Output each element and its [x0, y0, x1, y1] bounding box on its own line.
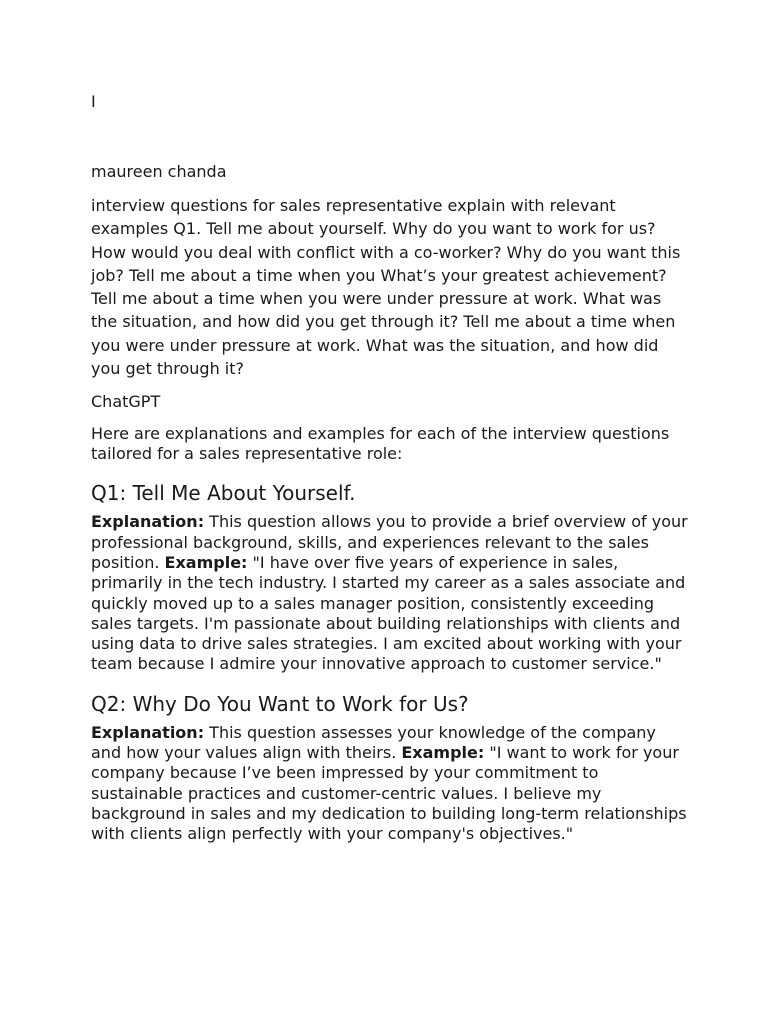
section-body — [91, 723, 691, 845]
explanation-text: This question assesses your knowledge of the company and how your values align with theirs. — [91, 722, 656, 763]
example-label: Example: — [401, 743, 485, 763]
author-name: maureen chanda — [91, 162, 227, 181]
section-body — [91, 512, 691, 674]
example-text: "I have over five years of experience in sales, primarily in the tech industry. I started my career as a sales associate and quickly moved up to a sales manager position, consistently exceeding sales targets. I'm passionate about building relationships with clients and using data to drive sales strategies. I am excited about working with your team because I admire your innovative approach to customer service." — [91, 552, 686, 674]
text-cursor-glyph: I — [91, 92, 96, 111]
intro-paragraph: Here are explanations and examples for each of the interview questions tailored for a sales representative role: — [91, 424, 670, 464]
section-q2 — [91, 691, 691, 845]
assistant-name: ChatGPT — [91, 392, 161, 412]
user-prompt: interview questions for sales representative explain with relevant examples Q1. Tell me about yourself. Why do you want to work for us? How would you deal with conflict with a co-worker? Why do you want this job? Tell me about a time when you What’s your greatest achievement? Tell me about a time when you were under pressure at work. What was the situation, and how did you get through it? Tell me about a time when you were under pressure at work. What was the situation, and how did you get through it? — [91, 196, 681, 379]
explanation-text: This question allows you to provide a brief overview of your professional background, skills, and experiences relevant to the sales position. — [91, 512, 688, 572]
explanation-label: Explanation: — [91, 722, 205, 742]
explanation-label: Explanation: — [91, 512, 205, 532]
section-heading: Q2: Why Do You Want to Work for Us? — [91, 691, 469, 716]
section-heading: Q1: Tell Me About Yourself. — [91, 481, 356, 506]
example-label: Example: — [164, 552, 248, 572]
example-text: "I want to work for your company because I’ve been impressed by your commitment to sustainable practices and customer-centric values. I believe my background in sales and my dedication to building long-term relationships with clients align perfectly with your company's objectives." — [91, 743, 687, 844]
section-q1 — [91, 480, 691, 674]
document-page — [91, 90, 691, 845]
